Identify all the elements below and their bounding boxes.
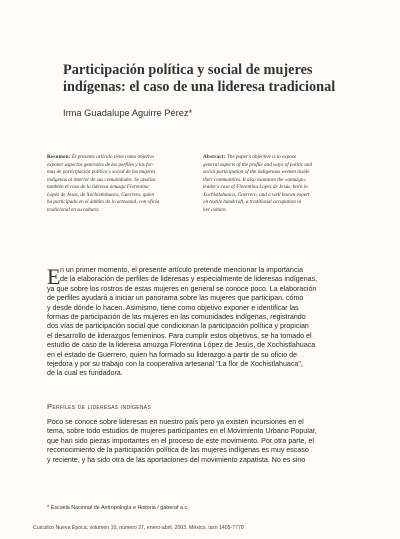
body-line: y desde dónde lo hacen. Asimismo, tiene como objetivo exponer e identificar las [47,303,299,312]
abstract-line: on textile handcraft, a traditional occupation in [203,199,302,205]
abstract-line: ha participado en el ámbito de lo artesanal, con oficio [47,199,160,205]
body-line: formas de participación de las mujeres en las comunidades indígenas, registrando [47,313,306,322]
abstract-line: tradicional en su cultura. [47,206,100,213]
section-heading: Perfiles de lideresas indígenas [47,402,152,411]
body-line: el desarrollo de liderazgos femeninos. Para cumplir estos objetivos, se ha tomado el [47,331,312,340]
abstract-line: Abstract: The paper's objective is to expose [203,154,297,160]
abstract-line: social participation of the indigenous women inside [203,169,310,175]
abstract-line: general aspects of the profile and ways of politic and [203,161,313,168]
article-title [63,62,383,96]
abstract-line: exponer aspectos generales de los perfiles y las for- [47,161,154,168]
journal-footer: Cuicuilco Nueva Época, volumen 10, número 27, enero-abril, 2003, México, issn 1405-7778 [33,525,244,531]
body-line: Poco se conoce sobre lideresas en nuestro país pero ya existen incursiones en el [47,418,304,426]
body-line: en el estado de Guerrero, quien ha formado su liderazgo a partir de su oficio de [47,350,298,359]
abstract-label: Abstract: [203,154,226,160]
abstract-line: mas de participación política y social de las mujeres [47,169,156,175]
abstract-line: Xochistlahuaca, Guerrero, and a well known expert [203,191,310,198]
body-line: reconocimiento de la participación política de las mujeres indígenas es muy escaso [47,446,309,455]
footnote: * Escuela Nacional de Antropología e Historia / gaberaf a.c. [47,505,189,511]
body-line: que han sido piezas importantes en el proceso de este movimiento. Por otra parte, el [47,436,314,445]
body-line: de perfiles ayudará a iniciar un panorama sobre las mujeres que participan, cómo [47,294,304,303]
abstract-english [203,154,355,214]
abstract-line: leader's case of Florentina Lopez de Jesús, born in [203,184,308,190]
body-line: tejedora y por su trabajo con la cooperativa artesanal "La flor de Xochistlahuaca", [47,360,303,369]
title-line-2: indígenas: el caso de una lideresa tradicional [63,79,336,95]
body-line: dos vías de participación social que condicionan la participación política y propician [47,322,309,331]
body-line: ya que sobre los rostros de estas mujeres en general se conoce poco. La elaboración [47,284,317,293]
abstract-line: López de Jesús, de Xochistlahuaca, Guerrero, quien [47,191,155,198]
abstract-line: their communities. It also examines the «amuzgo» [203,176,306,183]
body-line: de la elaboración de perfiles de lideresas y especialmente de lideresas indígenas, [60,275,318,284]
author-name: Irma Guadalupe Aguirre Pérez* [63,108,193,118]
body-paragraph-1 [47,266,362,379]
body-line: de la cual es fundadora. [47,369,123,378]
abstract-line: her culture. [203,206,227,213]
abstract-line: indígenas al interior de sus comunidades. Se analiza [47,176,156,183]
title-line-1: Participación política y social de mujeres [63,62,313,78]
body-line: n un primer momento, el presente artículo pretende mencionar la importancia [60,266,303,274]
abstract-line: también el caso de la lideresa amuzga Florentina [47,184,149,190]
body-line: y reciente, y ha sido otra de las aportaciones del movimiento zapatista. No es sino [47,455,306,464]
abstract-spanish [47,154,199,214]
abstract-label: Resumen: [47,154,71,160]
body-line: estudio de caso de la lideresa amuzga Florentina López de Jesús, de Xochistlahuaca [47,341,316,350]
abstract-line: Resumen: El presente artículo tiene como objetivo [47,154,155,160]
drop-cap: E [47,264,61,289]
body-paragraph-2 [47,418,362,465]
body-line: tema, sobre todo estudios de mujeres participantes en el Movimiento Urbano Popular, [47,427,317,436]
